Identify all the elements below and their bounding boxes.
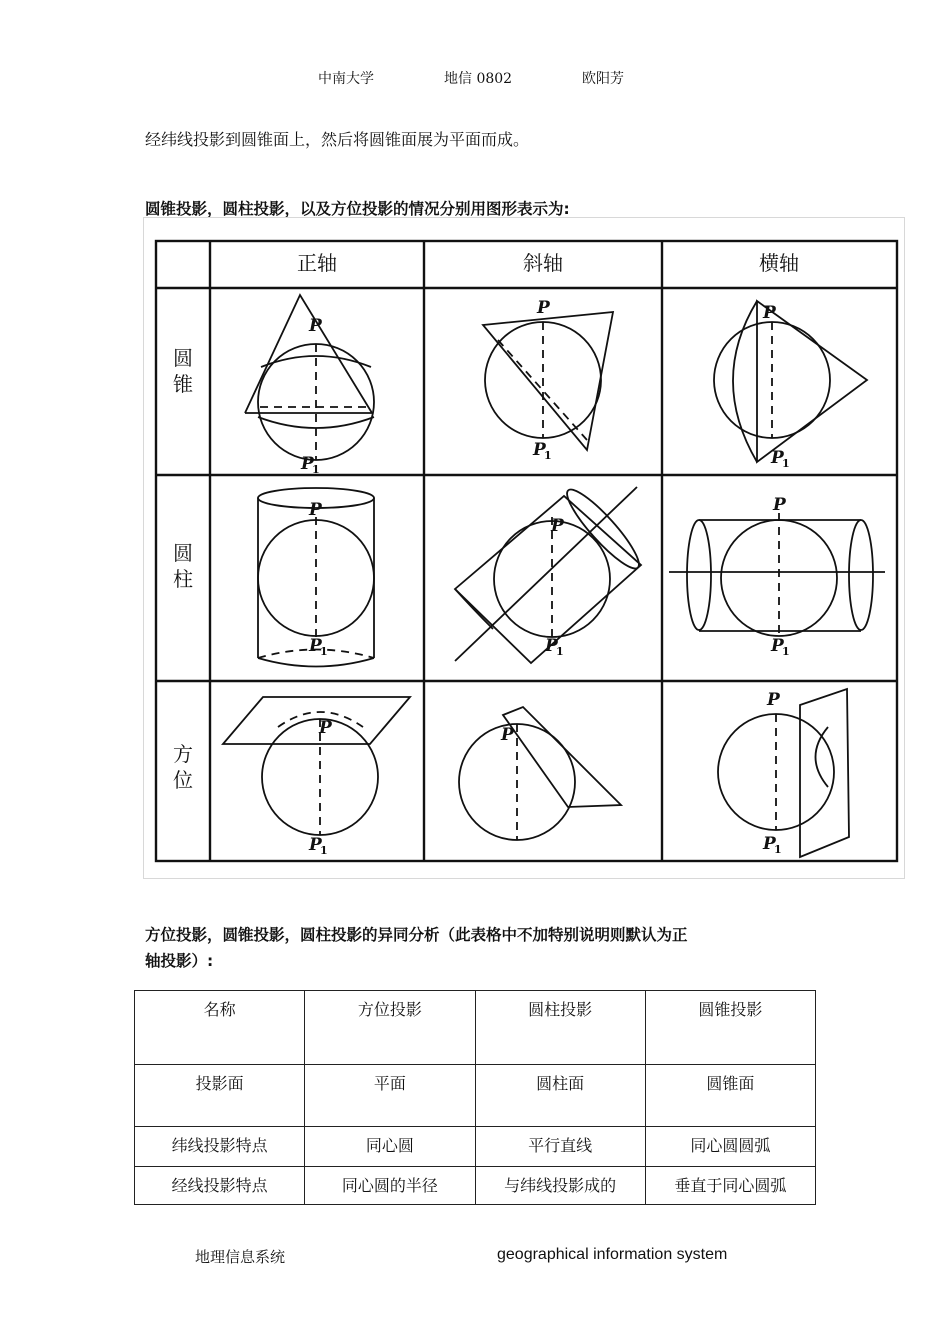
table-row (135, 1167, 816, 1205)
table-row (135, 1065, 816, 1127)
row-header-cylinder (173, 541, 193, 591)
svg-text:P: P (309, 316, 322, 336)
row-header-azimuthal (173, 742, 193, 792)
svg-text:P: P (763, 303, 776, 323)
azimuthal-normal-drawing (223, 697, 410, 857)
svg-text:P: P (767, 690, 780, 710)
table-cell: 圆柱面 (475, 1065, 645, 1127)
row-header-azimuthal-char: 方位 (173, 742, 193, 792)
paragraph-text: 经纬线投影到圆锥面上，然后将圆锥面展为平面而成。 (145, 130, 530, 149)
svg-text:1: 1 (320, 844, 328, 857)
svg-text:P: P (309, 636, 322, 656)
cone-normal-drawing (245, 295, 374, 476)
header-school: 中南大学 (318, 71, 374, 87)
section-heading-comparison-line1: 方位投影，圆锥投影，圆柱投影的异同分析（此表格中不加特别说明则默认为正 (145, 926, 688, 944)
cylinder-normal-drawing (258, 488, 374, 667)
projection-figure (143, 217, 903, 877)
section-heading-comparison-line2: 轴投影）: (145, 952, 214, 970)
col-header-normal: 正轴 (297, 251, 337, 275)
svg-text:1: 1 (774, 843, 782, 856)
row-header-cone-char-1: 圆锥 (173, 346, 193, 396)
row-header-cylinder-char: 圆柱 (173, 541, 193, 591)
table-header-row (135, 991, 816, 1065)
svg-text:P: P (545, 636, 558, 656)
cylinder-transverse-drawing (669, 495, 885, 658)
col-header-oblique: 斜轴 (523, 251, 563, 275)
table-header-cell: 圆锥投影 (645, 991, 815, 1065)
comparison-table (134, 990, 816, 1205)
svg-text:1: 1 (312, 463, 320, 476)
table-cell: 纬线投影特点 (135, 1127, 305, 1167)
table-cell: 与纬线投影成的 (475, 1167, 645, 1205)
svg-text:P: P (309, 835, 322, 855)
header-class: 地信 0802 (444, 71, 513, 87)
svg-text:P: P (551, 516, 564, 536)
table-cell: 投影面 (135, 1065, 305, 1127)
svg-text:1: 1 (556, 645, 564, 658)
table-header-cell: 圆柱投影 (475, 991, 645, 1065)
svg-text:1: 1 (544, 449, 552, 462)
svg-text:P: P (773, 495, 786, 515)
table-cell: 平行直线 (475, 1127, 645, 1167)
svg-text:P: P (319, 718, 332, 738)
table-header-cell: 方位投影 (305, 991, 475, 1065)
cylinder-oblique-drawing (455, 482, 647, 663)
svg-text:1: 1 (782, 457, 790, 470)
table-cell: 平面 (305, 1065, 475, 1127)
svg-text:P: P (309, 500, 322, 520)
table-cell: 同心圆圆弧 (645, 1127, 815, 1167)
table-cell: 同心圆 (305, 1127, 475, 1167)
footer-right: geographical information system (497, 1246, 728, 1263)
section-heading-figures: 圆锥投影，圆柱投影，以及方位投影的情况分别用图形表示为: (145, 200, 570, 218)
footer-left: 地理信息系统 (195, 1248, 286, 1266)
svg-text:P: P (763, 834, 776, 854)
svg-text:1: 1 (782, 645, 790, 658)
svg-text:1: 1 (320, 645, 328, 658)
header-author: 欧阳芳 (582, 71, 624, 87)
table-cell: 同心圆的半径 (305, 1167, 475, 1205)
col-header-transverse: 横轴 (759, 251, 799, 275)
azimuthal-transverse-drawing (718, 689, 849, 857)
table-cell: 垂直于同心圆弧 (645, 1167, 815, 1205)
svg-text:P: P (537, 298, 550, 318)
svg-text:P: P (501, 725, 514, 745)
figure-grid (156, 241, 897, 861)
table-cell: 圆锥面 (645, 1065, 815, 1127)
azimuthal-oblique-drawing (459, 707, 621, 840)
row-header-cone (173, 346, 193, 396)
svg-text:P: P (771, 448, 784, 468)
cone-oblique-drawing (483, 298, 613, 462)
svg-text:P: P (533, 440, 546, 460)
table-cell: 经线投影特点 (135, 1167, 305, 1205)
svg-text:P: P (301, 454, 314, 474)
table-header-cell: 名称 (135, 991, 305, 1065)
svg-text:P: P (771, 636, 784, 656)
table-row (135, 1127, 816, 1167)
cone-transverse-drawing (714, 301, 867, 470)
